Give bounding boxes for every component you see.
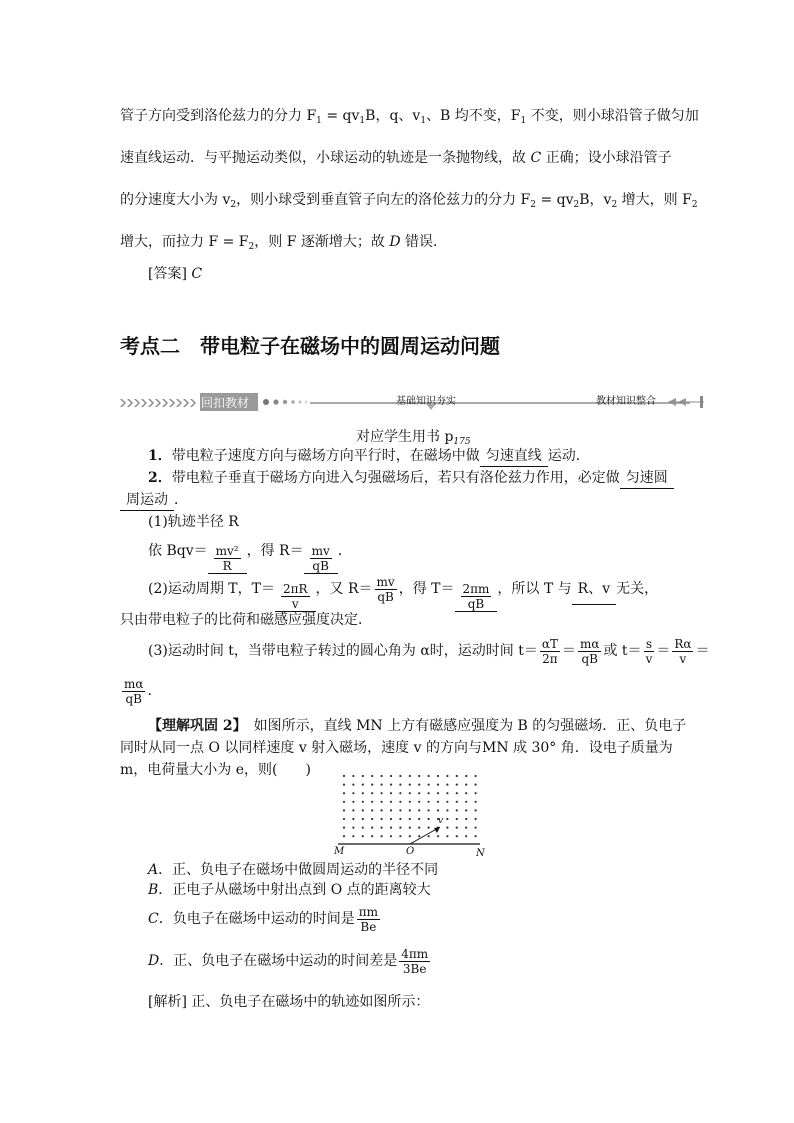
problem-line-2: 同时从同一点 O 以同样速度 v 射入磁场，速度 v 的方向与MN 成 30° 角．设电子质量为 bbox=[120, 740, 673, 756]
answer-line bbox=[148, 264, 202, 284]
problem-label: 【理解巩固 2】 bbox=[148, 718, 240, 734]
sub2-formula: (2)运动周期 T，T＝ $\frac{2\pi R}{v}$ ，又 R＝ $\frac{mv}{qB}$ ，得 T＝ $\frac{2\pi m}{qB}$ ，所以 T 与 R、v 无关， bbox=[148, 574, 659, 611]
label-v: v bbox=[438, 816, 444, 826]
para-line-2: 速直线运动．与平抛运动类似，小球运动的轨迹是一条抛物线，故 C 正确；设小球沿管子 bbox=[120, 150, 672, 166]
item-2-cont: 周运动 ． bbox=[120, 490, 188, 511]
para-line-1: 管子方向受到洛伦兹力的分力 $F_1 = qv_1B$，q、$v_1$、B 均不变，$F_1$ 不变，则小球沿管子做匀加 bbox=[120, 108, 699, 126]
blank-uniform-circular-2: 周运动 bbox=[120, 490, 174, 511]
item-1: 1．带电粒子速度方向与磁场方向平行时，在磁场中做 匀速直线 运动． bbox=[148, 446, 590, 467]
analysis-label: [解析] bbox=[148, 994, 187, 1010]
sub3-formula: (3)运动时间 t，当带电粒子转过的圆心角为 α时，运动时间 t＝ $\frac{\alpha T}{2\pi}$ ＝ $\frac{m\alpha}{qB}$ 或 t＝ $\frac{s}{v}$ ＝ $\frac{R\alpha}{v}$ ＝ bbox=[148, 636, 710, 666]
sub2-line2: 只由带电粒子的比荷和磁感应强度决定． bbox=[120, 612, 372, 628]
option-b: B．正电子从磁场中射出点到 O 点的距离较大 bbox=[148, 882, 431, 898]
banner-tag: 回扣教材 bbox=[201, 396, 250, 410]
blank-uniform-circular-1: 匀速圆 bbox=[620, 468, 674, 489]
section-banner bbox=[120, 390, 708, 416]
label-n: N bbox=[476, 848, 485, 859]
book-reference: 对应学生用书 $p_{175}$ bbox=[356, 429, 471, 447]
sub1-formula: 依 Bqv＝ $\frac{\text{mv²}}{R}$ ，得 R＝ $\frac{mv}{qB}$ ． bbox=[148, 543, 352, 573]
item-2: 2．带电粒子垂直于磁场方向进入匀强磁场后，若只有洛伦兹力作用，必定做 匀速圆 bbox=[148, 468, 674, 489]
banner-center: 基础知识夯实 bbox=[396, 396, 456, 407]
label-m: M bbox=[334, 846, 345, 857]
answer-value: C bbox=[191, 266, 203, 282]
label-o: O bbox=[406, 846, 415, 857]
option-d: D．正、负电子在磁场中运动的时间差是 $\frac{4\pi m}{3Be}$ bbox=[148, 946, 429, 976]
analysis-line: [解析] 正、负电子在磁场中的轨迹如图所示： bbox=[148, 994, 430, 1010]
blank-r-v: R、v bbox=[572, 574, 616, 605]
para-line-4: 增大，而拉力 $F = F_2$，则 F 逐渐增大；故 D 错误． bbox=[120, 234, 448, 252]
answer-label: [答案] bbox=[148, 266, 187, 282]
problem-line-3: m，电荷量大小为 e，则( ) bbox=[120, 762, 311, 778]
section-heading: 考点二 带电粒子在磁场中的圆周运动问题 bbox=[120, 334, 500, 358]
para-line-3: 的分速度大小为 $v_2$，则小球受到垂直管子向左的洛伦兹力的分力 $F_2 = qv_2B$，$v_2$ 增大，则 $F_2$ bbox=[120, 192, 698, 210]
banner-right: 教材知识整合 bbox=[596, 396, 656, 407]
option-a: A．正、负电子在磁场中做圆周运动的半径不同 bbox=[148, 862, 439, 878]
blank-uniform-linear: 匀速直线 bbox=[480, 446, 548, 467]
sub3-cont: $\frac{m\alpha}{qB}$ ． bbox=[124, 676, 162, 706]
option-c: C．负电子在磁场中运动的时间是 $\frac{\pi m}{Be}$ bbox=[148, 904, 378, 934]
problem-line-1: 【理解巩固 2】 如图所示，直线 MN 上方有磁感应强度为 B 的匀强磁场．正、负电子 bbox=[148, 718, 687, 734]
sub1-title: (1)轨迹半径 R bbox=[148, 514, 239, 530]
magnetic-field-figure bbox=[330, 772, 490, 868]
